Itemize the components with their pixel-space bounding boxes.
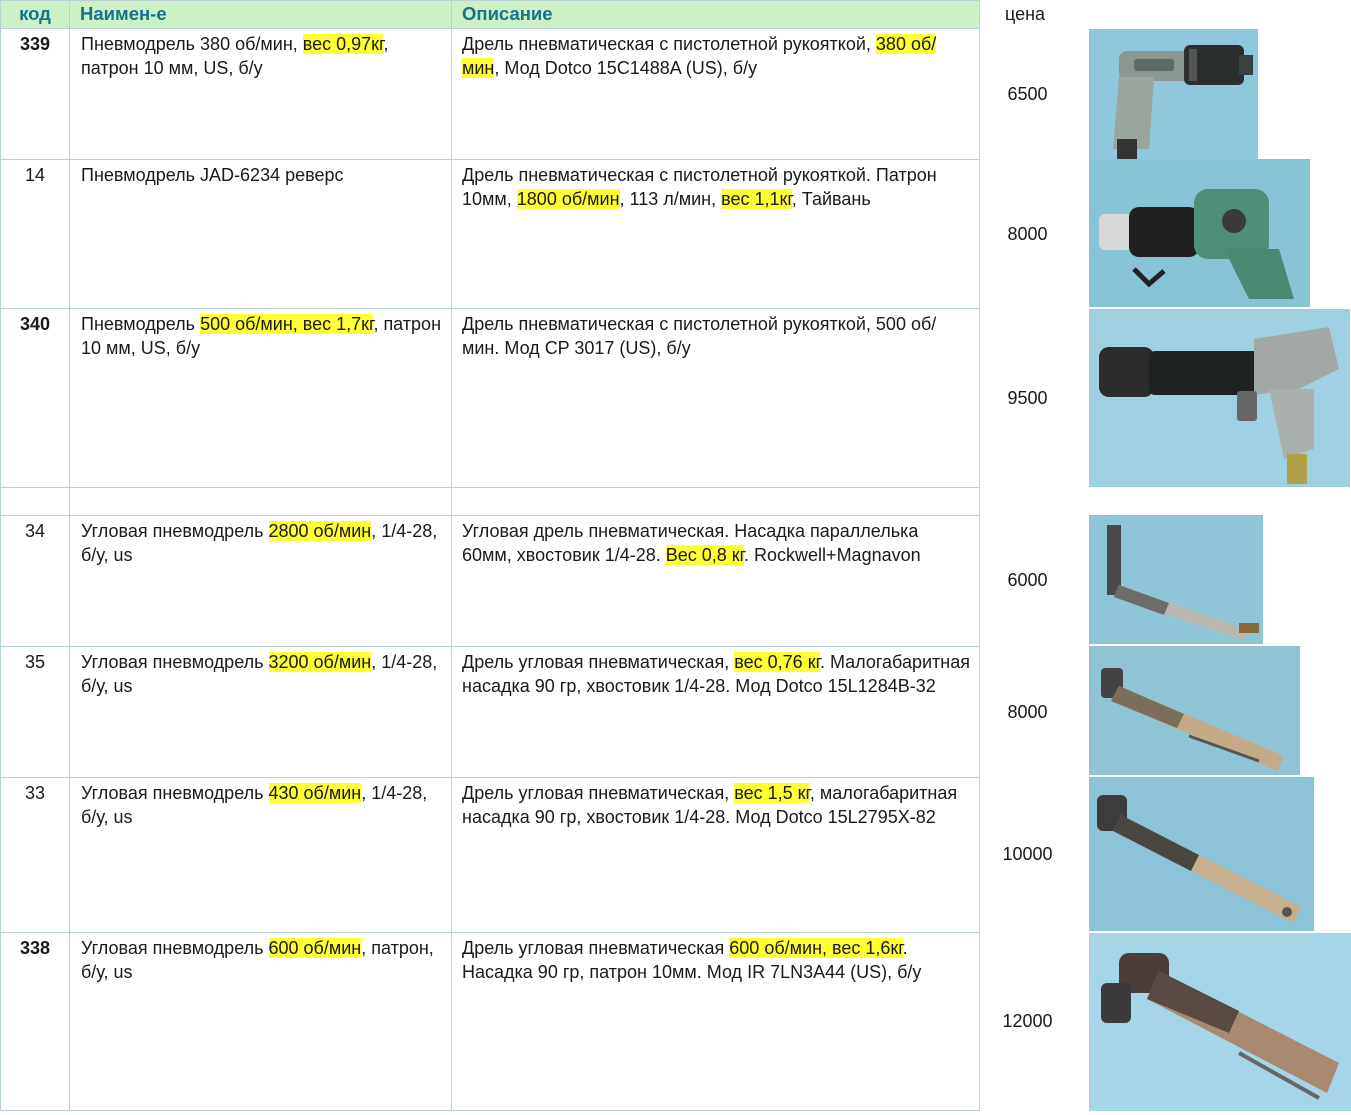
pistol-drill-photo (1089, 309, 1350, 487)
highlighted-text: вес 1,1кг (721, 189, 792, 209)
table-row (1, 160, 980, 309)
item-price: 12000 (1002, 1011, 1053, 1031)
item-name (70, 778, 452, 933)
text-segment: Пневмодрель 380 об/мин, (81, 34, 303, 54)
item-name (70, 516, 452, 647)
item-description (452, 933, 980, 1111)
text-segment: Дрель пневматическая с пистолетной рукояткой, 500 об/мин. Мод CP 3017 (US), б/у (462, 314, 937, 358)
text-segment: Дрель угловая пневматическая (462, 938, 730, 958)
empty-row (1, 488, 980, 516)
text-segment: , малогабаритная насадка 90 гр, хвостовик 1/4-28. Мод Dotco 15L2795X-82 (462, 783, 958, 827)
item-description (452, 309, 980, 488)
item-price: 6000 (1007, 570, 1048, 590)
text-segment: Угловая дрель пневматическая. Насадка параллелька 60мм, хвостовик 1/4-28. (462, 521, 919, 565)
item-code: 34 (1, 516, 70, 647)
highlighted-text: вес 0,76 кг (734, 652, 820, 672)
text-segment: Угловая пневмодрель (81, 783, 269, 803)
text-segment: Дрель угловая пневматическая, (462, 652, 735, 672)
text-segment: Угловая пневмодрель (81, 521, 269, 541)
item-description (452, 516, 980, 647)
item-code: 340 (1, 309, 70, 488)
text-segment: , Мод Dotco 15C1488A (US), б/у (494, 58, 758, 78)
table-header-row (1, 1, 980, 29)
text-segment: , патрон 10 мм, US, б/у (81, 314, 442, 358)
table-row (1, 29, 980, 160)
item-description (452, 647, 980, 778)
item-description (452, 778, 980, 933)
item-name (70, 309, 452, 488)
angle-drill-photo (1089, 777, 1314, 931)
text-segment: . Rockwell+Magnavon (744, 545, 921, 565)
text-segment: Пневмодрель (81, 314, 201, 334)
item-price: 9500 (1007, 388, 1048, 408)
highlighted-text: Вес 0,8 кг (665, 545, 745, 565)
item-description (452, 29, 980, 160)
highlighted-text: 380 об/мин (462, 34, 937, 78)
price-header: цена (1005, 4, 1046, 24)
text-segment: . Насадка 90 гр, патрон 10мм. Мод IR 7LN3A44 (US), б/у (462, 938, 922, 982)
table-row (1, 309, 980, 488)
item-price: 8000 (1007, 224, 1048, 244)
highlighted-text: 1800 об/мин (516, 189, 620, 209)
item-code: 14 (1, 160, 70, 309)
highlighted-text: 430 об/мин (268, 783, 362, 803)
highlighted-text: 3200 об/мин (268, 652, 372, 672)
table-row (1, 933, 980, 1111)
highlighted-text: вес 1,5 кг (734, 783, 810, 803)
item-price: 6500 (1007, 84, 1048, 104)
text-segment: , 1/4-28, б/у, us (81, 783, 428, 827)
text-segment: , патрон, б/у, us (81, 938, 434, 982)
item-description (452, 160, 980, 309)
highlighted-text: 600 об/мин, вес 1,6кг (729, 938, 903, 958)
item-code: 339 (1, 29, 70, 160)
item-price: 10000 (1002, 844, 1053, 864)
text-segment: Пневмодрель JAD-6234 реверс (81, 165, 344, 185)
highlighted-text: 500 об/мин, вес 1,7кг (200, 314, 374, 334)
header-name: Наимен-е (70, 1, 452, 29)
text-segment: Угловая пневмодрель (81, 938, 269, 958)
table-row (1, 647, 980, 778)
text-segment: Угловая пневмодрель (81, 652, 269, 672)
table-row (1, 516, 980, 647)
highlighted-text: 600 об/мин (268, 938, 362, 958)
item-name (70, 647, 452, 778)
angle-drill-photo (1089, 646, 1300, 775)
text-segment: , патрон 10 мм, US, б/у (81, 34, 389, 78)
item-code: 33 (1, 778, 70, 933)
highlighted-text: 2800 об/мин (268, 521, 372, 541)
table-row (1, 778, 980, 933)
angle-chuck-drill-photo (1089, 933, 1351, 1111)
highlighted-text: вес 0,97кг (302, 34, 384, 54)
angle-drill-photo (1089, 515, 1263, 644)
text-segment: Дрель пневматическая с пистолетной рукояткой, (462, 34, 876, 54)
item-code: 338 (1, 933, 70, 1111)
text-segment: , Тайвань (791, 189, 871, 209)
green-pistol-drill-photo (1089, 159, 1310, 307)
item-name (70, 29, 452, 160)
item-name (70, 933, 452, 1111)
text-segment: Дрель пневматическая с пистолетной рукояткой. Патрон 10мм, (462, 165, 937, 209)
text-segment: , 1/4-28, б/у, us (81, 521, 438, 565)
item-price: 8000 (1007, 702, 1048, 722)
item-name (70, 160, 452, 309)
item-code: 35 (1, 647, 70, 778)
text-segment: , 1/4-28, б/у, us (81, 652, 438, 696)
pistol-drill-photo (1089, 29, 1258, 159)
text-segment: , 113 л/мин, (619, 189, 722, 209)
header-code: код (1, 1, 70, 29)
header-description: Описание (452, 1, 980, 29)
text-segment: . Малогабаритная насадка 90 гр, хвостовик 1/4-28. Мод Dotco 15L1284B-32 (462, 652, 970, 696)
text-segment: Дрель угловая пневматическая, (462, 783, 735, 803)
